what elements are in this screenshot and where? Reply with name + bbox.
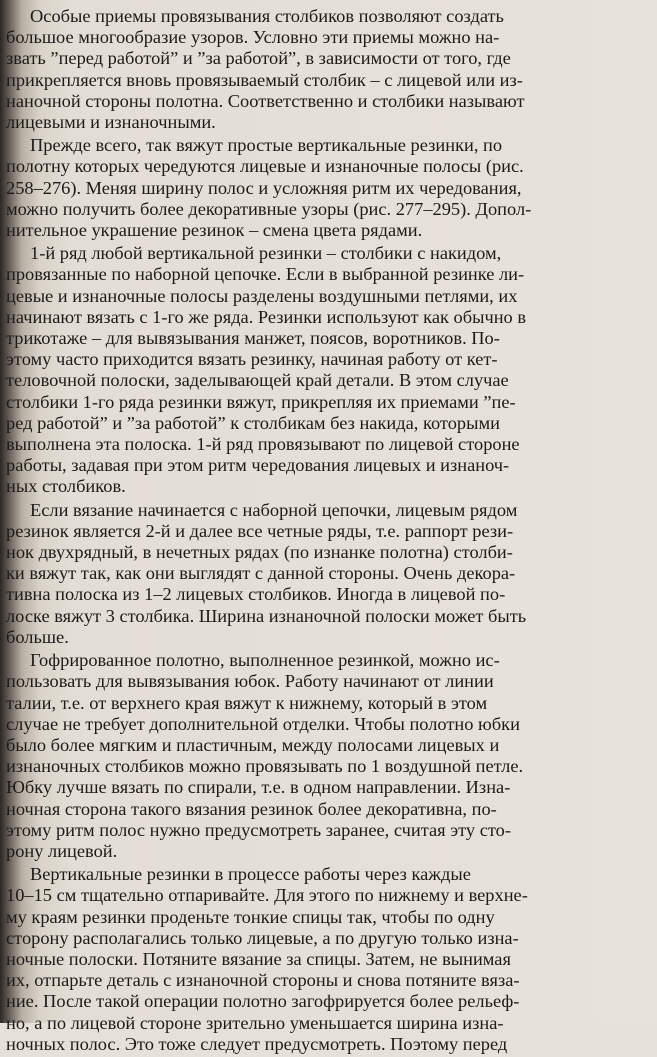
- text-line: можно получить более декоративные узоры (рис. 277–295). Допол-: [6, 198, 532, 219]
- text-line: их, отпарьте деталь с изнаночной стороны и снова потяните вяза-: [6, 970, 520, 991]
- text-line: этому ритм полос нужно предусмотреть заранее, считая эту сто-: [6, 819, 511, 840]
- text-line: лицевыми и изнаночными.: [6, 112, 216, 133]
- text-line: Юбку лучше вязать по спирали, т.е. в одном направлении. Изна-: [6, 777, 511, 798]
- paragraph-5: [6, 650, 652, 862]
- text-line: теловочной полоски, заделывающей край детали. В этом случае: [6, 370, 509, 391]
- text-line: ночных полос. Это тоже следует предусмотреть. Поэтому перед: [6, 1033, 508, 1054]
- text-line: Прежде всего, так вяжут простые вертикальные резинки, по: [30, 135, 503, 156]
- text-line: большое многообразие узоров. Условно эти приемы можно на-: [6, 27, 500, 48]
- text-line: Если вязание начинается с наборной цепочки, лицевым рядом: [30, 499, 518, 520]
- text-line: столбики 1-го ряда резинки вяжут, прикрепляя их приемами ”пе-: [6, 391, 516, 412]
- paragraph-2: [6, 135, 652, 241]
- text-line: работы, задавая при этом ритм чередования лицевых и изнаноч-: [6, 455, 510, 476]
- text-line: тивна полоска из 1–2 лицевых столбиков. Иногда в лицевой по-: [6, 584, 506, 605]
- paragraph-6: [6, 864, 652, 1055]
- text-line: прикрепляется вновь провязываемый столбик – с лицевой или из-: [6, 69, 523, 90]
- text-line: провязанные по наборной цепочке. Если в выбранной резинке ли-: [6, 264, 525, 285]
- page-text: [6, 6, 652, 1057]
- paragraph-1: [6, 6, 652, 133]
- text-line: 258–276). Меняя ширину полос и усложняя ритм их чередования,: [6, 177, 522, 198]
- text-line: резинок является 2-й и далее все четные ряды, т.е. раппорт рези-: [6, 520, 514, 541]
- text-line: ки вяжут так, как они выглядят с данной стороны. Очень декора-: [6, 563, 516, 584]
- text-line: больше.: [6, 626, 69, 647]
- text-line: этому часто приходится вязать резинку, начиная работу от кет-: [6, 349, 498, 370]
- text-line: цевые и изнаночные полосы разделены воздушными петлями, их: [6, 285, 518, 306]
- text-line: рону лицевой.: [6, 840, 118, 861]
- text-line: полотну которых чередуются лицевые и изнаночные полосы (рис.: [6, 156, 524, 177]
- text-line: но, а по лицевой стороне зрительно уменьшается ширина изна-: [6, 1012, 504, 1033]
- text-line: ночные полоски. Потяните вязание за спицы. Затем, не вынимая: [6, 948, 511, 969]
- text-line: му краям резинки проденьте тонкие спицы так, чтобы по одну: [6, 906, 495, 927]
- text-line: наночной стороны полотна. Соответственно и столбики называют: [6, 90, 525, 111]
- text-line: трикотаже – для вывязывания манжет, поясов, воротников. По-: [6, 328, 500, 349]
- text-line: было более мягким и пластичным, между полосами лицевых и: [6, 734, 500, 755]
- text-line: лоске вяжут 3 столбика. Ширина изнаночной полоски может быть: [6, 605, 527, 626]
- text-line: ночная сторона такого вязания резинок более декоративна, по-: [6, 798, 497, 819]
- text-line: нок двухрядный, в нечетных рядах (по изнанке полотна) столби-: [6, 542, 513, 563]
- text-line: выполнена эта полоска. 1-й ряд провязывают по лицевой стороне: [6, 434, 520, 455]
- text-line: 1-й ряд любой вертикальной резинки – столбики с накидом,: [30, 243, 502, 264]
- text-line: Гофрированное полотно, выполненное резинкой, можно ис-: [30, 650, 500, 671]
- text-line: ред работой” и ”за работой” к столбикам без накида, которыми: [6, 412, 500, 433]
- text-line: талии, т.е. от верхнего края вяжут к нижнему, который в этом: [6, 692, 488, 713]
- text-line: Вертикальные резинки в процессе работы через каждые: [30, 864, 471, 885]
- text-line: ние. После такой операции полотно загофрируется более рельеф-: [6, 991, 520, 1012]
- text-line: пользовать для вывязывания юбок. Работу начинают от линии: [6, 671, 494, 692]
- text-line: нительное украшение резинок – смена цвета рядами.: [6, 220, 423, 241]
- text-line: звать ”перед работой” и ”за работой”, в зависимости от того, где: [6, 48, 511, 69]
- text-line: сторону располагались только лицевые, а по другую только изна-: [6, 927, 519, 948]
- text-line: 10–15 см тщательно отпаривайте. Для этого по нижнему и верхне-: [6, 885, 528, 906]
- paragraph-3: [6, 243, 652, 497]
- paragraph-4: [6, 500, 652, 648]
- text-line: начинают вязать с 1-го же ряда. Резинки используют как обычно в: [6, 306, 527, 327]
- text-line: Особые приемы провязывания столбиков позволяют создать: [30, 6, 504, 26]
- text-line: случае не требует дополнительной отделки. Чтобы полотно юбки: [6, 713, 520, 734]
- text-line: изнаночных столбиков можно провязывать по 1 воздушной петле.: [6, 756, 524, 777]
- text-line: ных столбиков.: [6, 476, 126, 497]
